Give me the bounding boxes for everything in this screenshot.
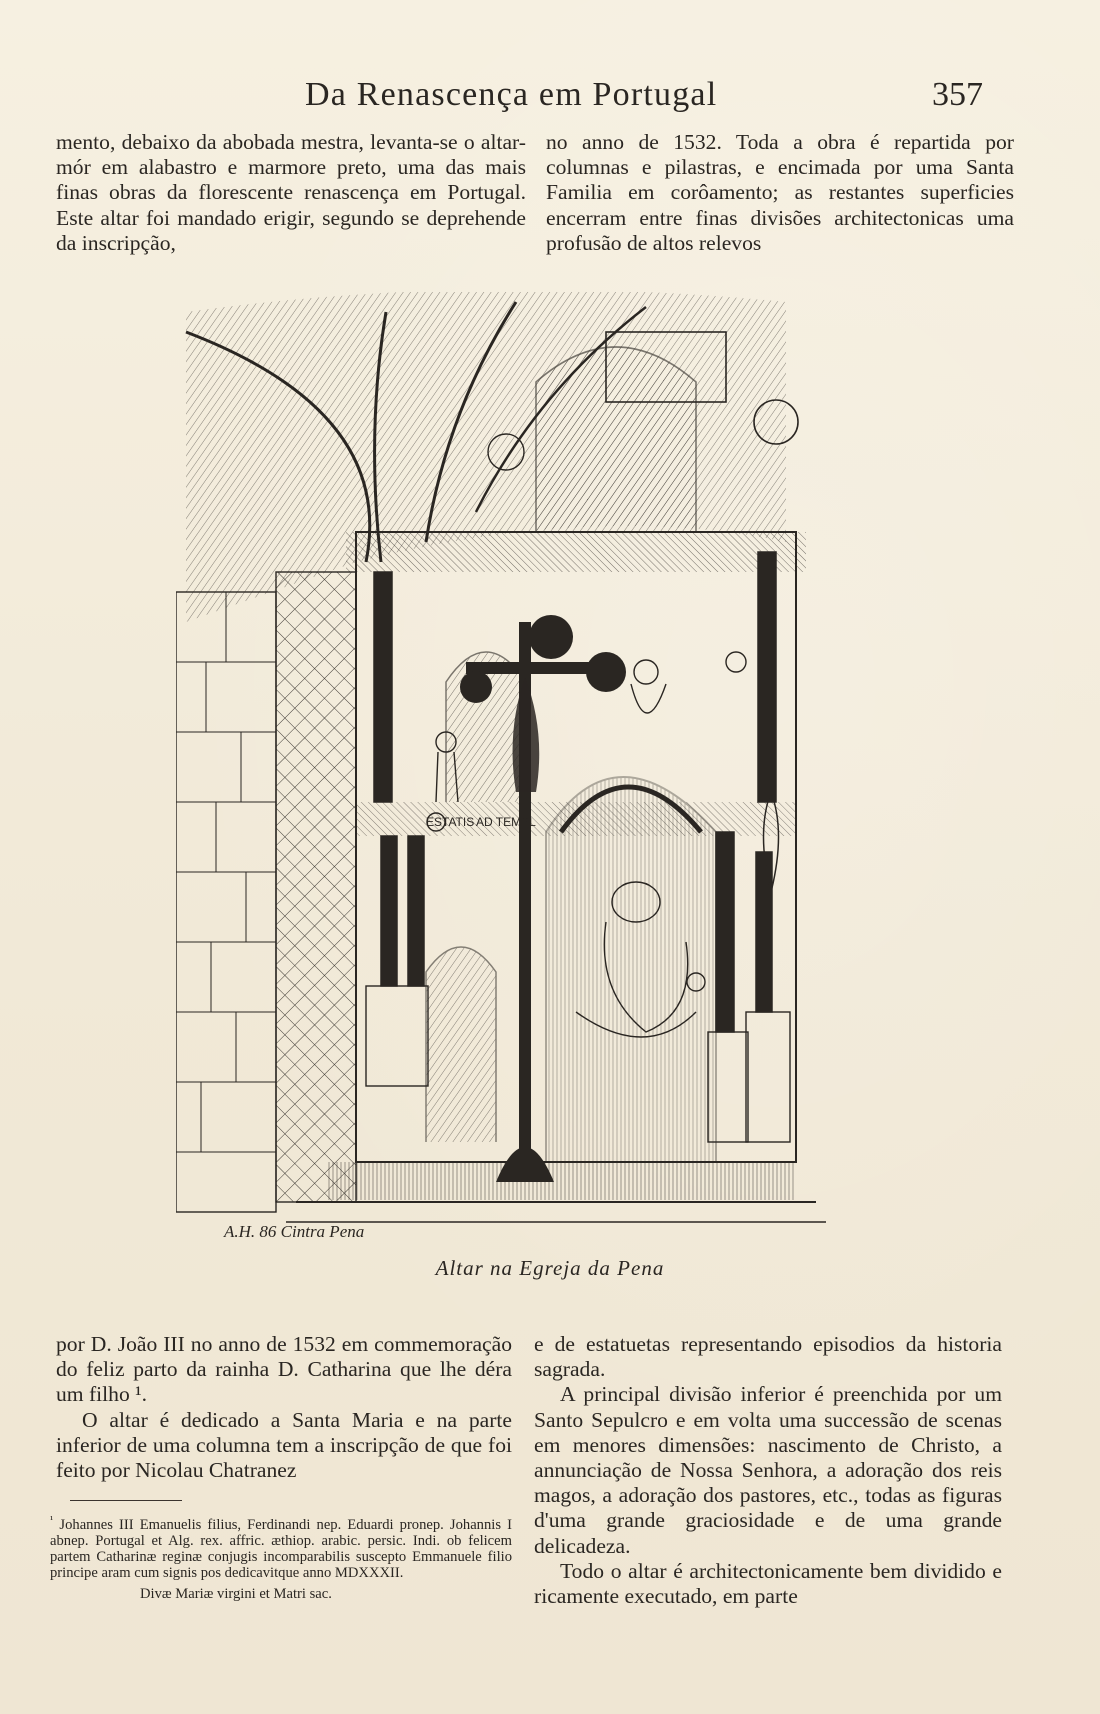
footnote-body: Johannes III Emanuelis filius, Ferdinandi nep. Eduardi pronep. Johannis I abnep. Portugal et Alg. rex. affric. æthiop. arabic. persic. Indi. ob felicem partem Catharinæ reginæ conjugis incomparabilis suscepto Emmanuele filio principe aram cum signis pos dedicavitque anno MDXXXII. [50,1516,512,1582]
figure-caption: Altar na Egreja da Pena [435,1256,665,1280]
frieze-inscription-1: ESTATIS [426,815,475,829]
altar-illustration [176,292,884,1247]
footnote-text [50,1512,512,1602]
paragraph: mento, debaixo da abobada mestra, levanta-se o altar-mór em alabastro e marmore preto, uma das mais finas obras da florescente renascença em Portugal. Este altar foi mandado erigir, segundo se deprehende da inscripção, [56,130,526,255]
top-right-column [546,130,1014,256]
paragraph: Todo o altar é architectonicamente bem dividido e ricamente executado, em parte [534,1558,1002,1609]
running-title: Da Renascença em Portugal [305,76,718,113]
bottom-left-column [56,1332,512,1483]
top-left-column [56,130,526,256]
footnote-rule [70,1500,182,1501]
frieze-inscription-2: AD TEMPL [476,815,536,829]
paragraph: por D. João III no anno de 1532 em commemoração do feliz parto da rainha D. Catharina que lhe déra um filho ¹. [56,1332,512,1407]
footnote-marker: ¹ [50,1514,54,1526]
paragraph: A principal divisão inferior é preenchida por um Santo Sepulcro e em volta uma successão de scenas em menores dimensões: nascimento de Christo, a annunciação de Nossa Senhora, a adoração dos reis magos, a adoração dos pastores, etc., todas as figuras d'uma grande graciosidade e de uma grande delicadeza. [534,1382,1002,1558]
paragraph: e de estatuetas representando episodios da historia sagrada. [534,1332,1002,1382]
altar-engraving [176,292,884,1247]
running-head [0,70,1100,130]
paragraph: no anno de 1532. Toda a obra é repartida por columnas e pilastras, e encimada por uma Santa Familia em corôamento; as restantes superficies encerram entre finas divisões architectonicas uma profusão de altos relevos [546,130,1014,255]
footnote [50,1512,512,1602]
page-number: 357 [932,76,983,113]
artist-signature: A.H. 86 Cintra Pena [224,1222,365,1241]
footnote-last-line: Divæ Mariæ virgini et Matri sac. [140,1585,332,1602]
paragraph: O altar é dedicado a Santa Maria e na parte inferior de uma columna tem a inscripção de que foi feito por Nicolau Chatranez [56,1407,512,1483]
bottom-right-column [534,1332,1002,1609]
